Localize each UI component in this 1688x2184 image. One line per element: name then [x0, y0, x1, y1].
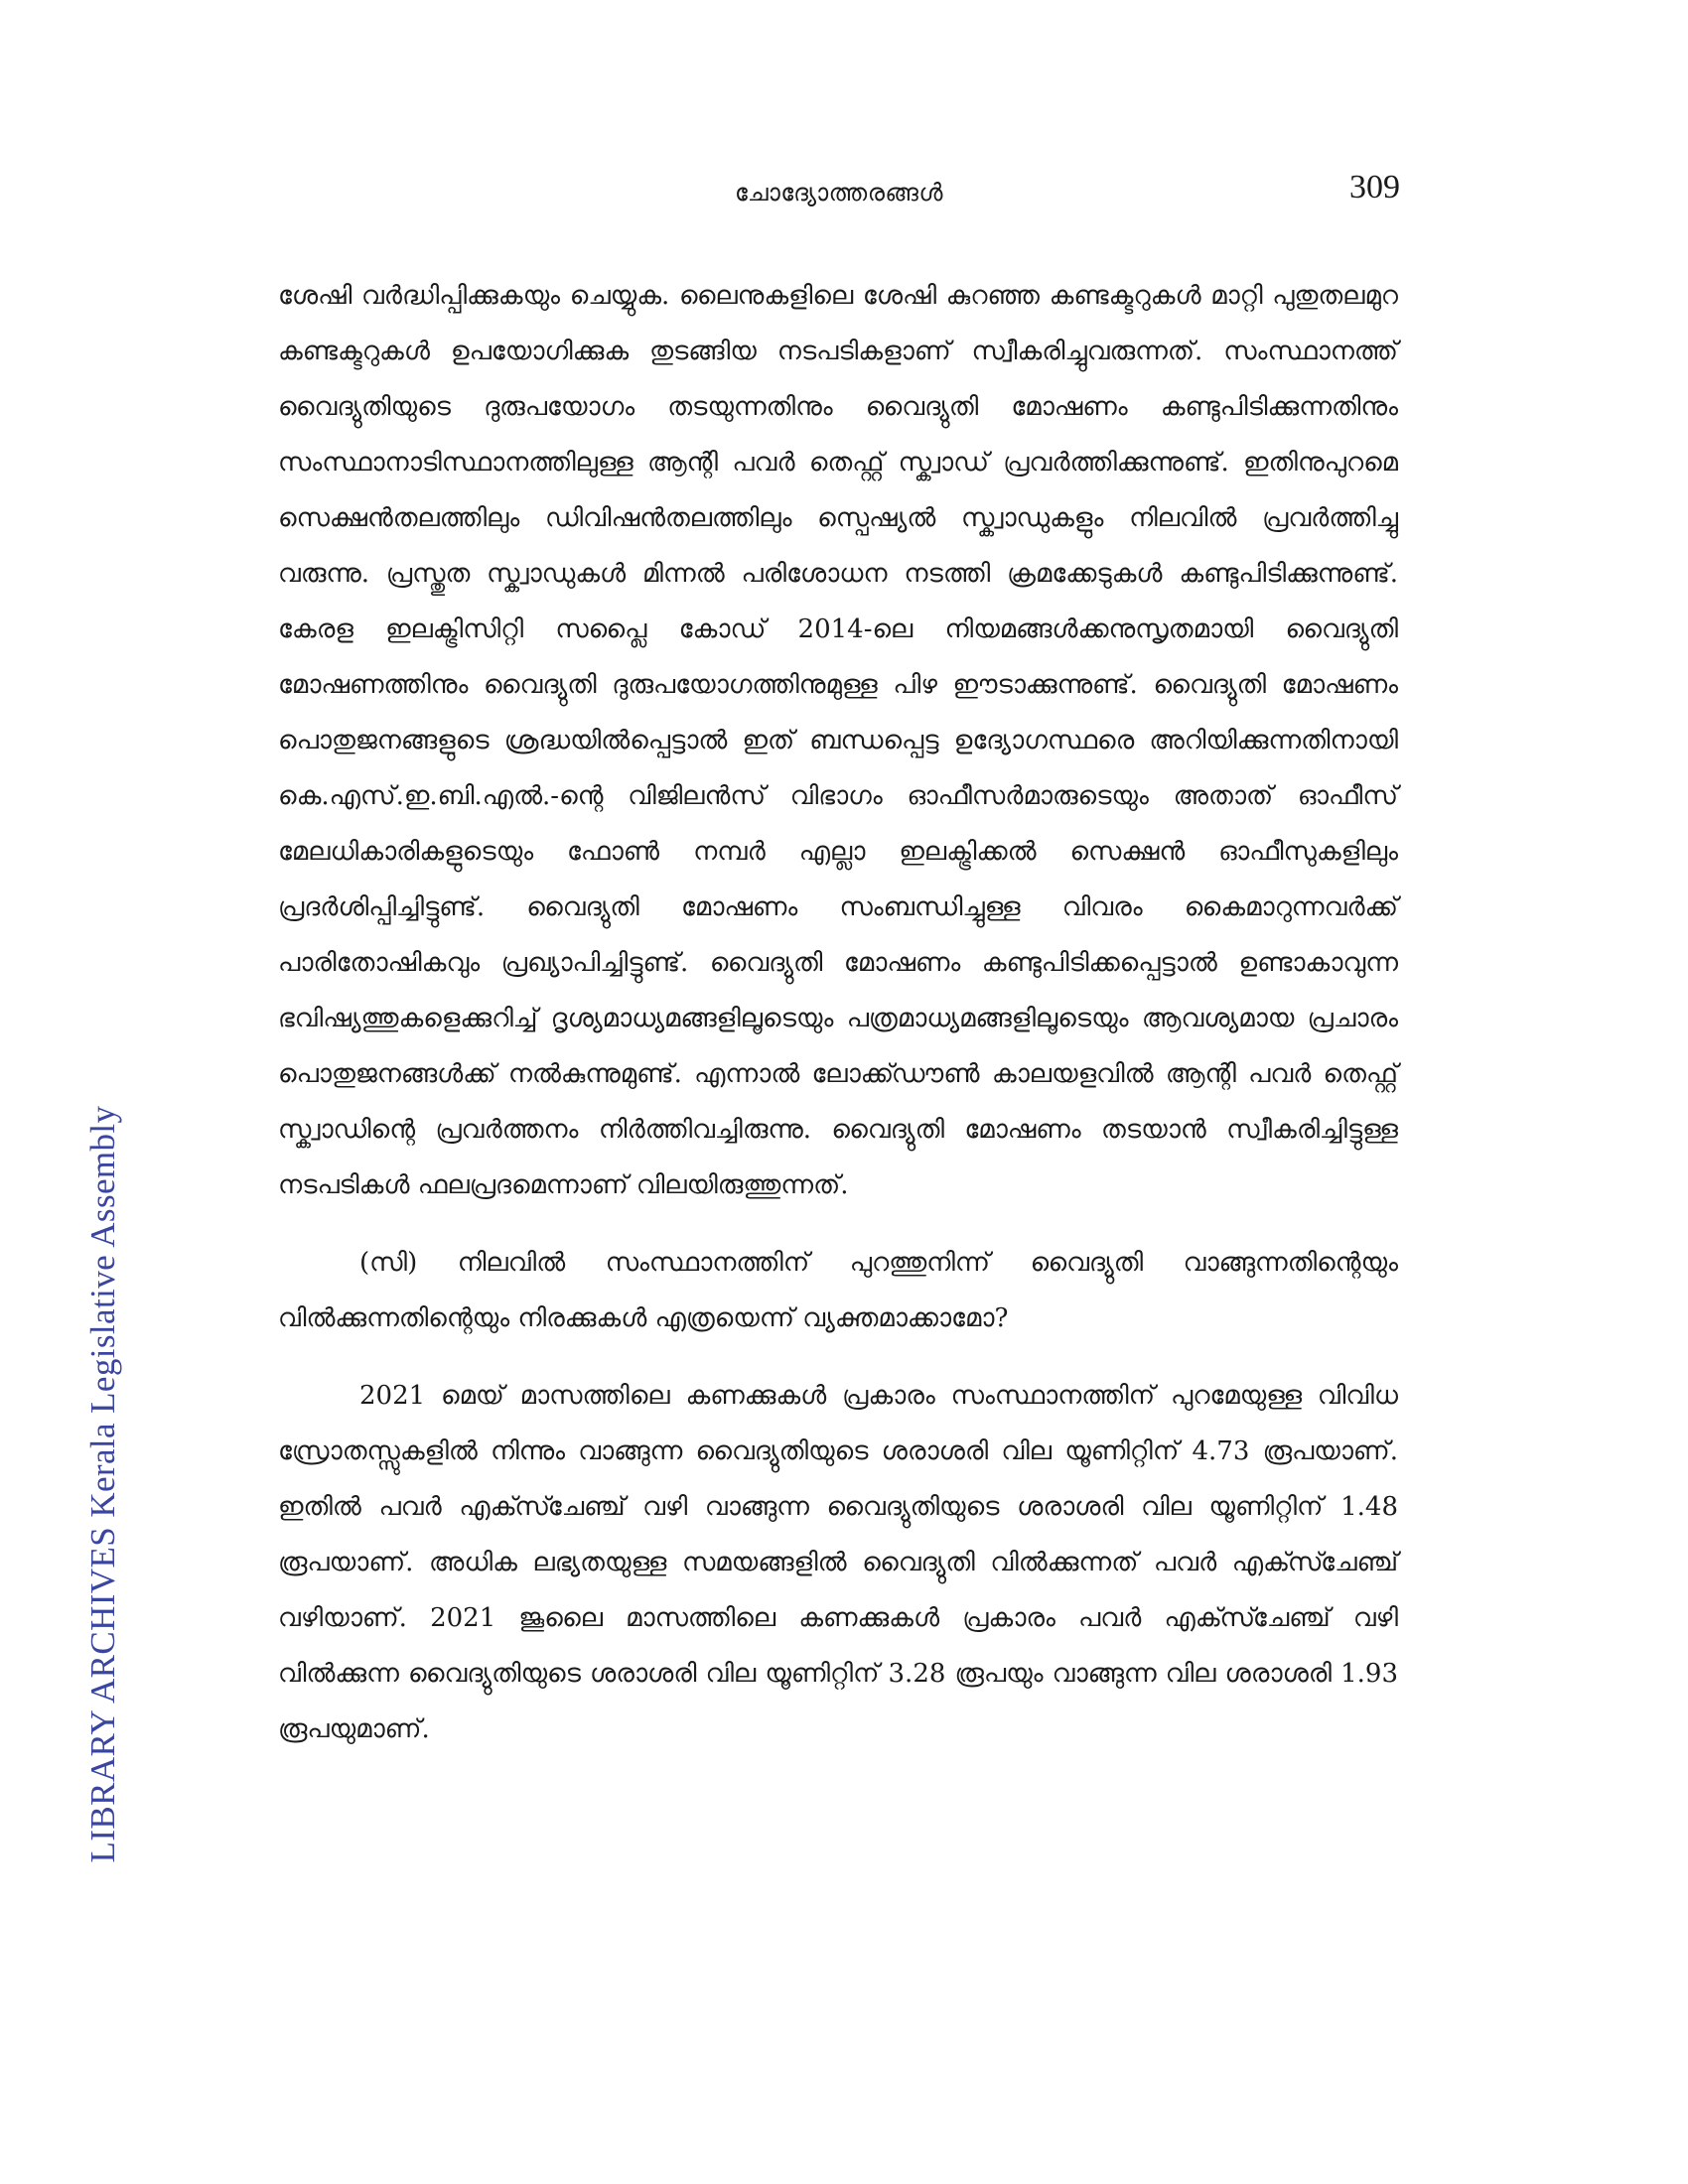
paragraph-question-c: (സി) നിലവിൽ സംസ്ഥാനത്തിന് പുറത്തുനിന്ന് വൈദ്യുതി വാങ്ങുന്നതിന്റെയും വിൽക്കുന്നതിന്റെയും നിരക്കുകൾ എത്രയെന്ന് വ്യക്തമാക്കാമോ?: [278, 1248, 1398, 1333]
paragraph-answer-c: 2021 മെയ് മാസത്തിലെ കണക്കുകൾ പ്രകാരം സംസ്ഥാനത്തിന് പുറമേയുള്ള വിവിധ സ്രോതസ്സുകളിൽ നിന്നും വാങ്ങുന്ന വൈദ്യുതിയുടെ ശരാശരി വില യൂണിറ്റിന് 4.73 രൂപയാണ്. ഇതിൽ പവർ എക്സ്ചേഞ്ച് വഴി വാങ്ങുന്ന വൈദ്യുതിയുടെ ശരാശരി വില യൂണിറ്റിന് 1.48 രൂപയാണ്. അധിക ലഭ്യതയുള്ള സമയങ്ങളിൽ വൈദ്യുതി വിൽക്കുന്നത് പവർ എക്സ്ചേഞ്ച് വഴിയാണ്. 2021 ജൂലൈ മാസത്തിലെ കണക്കുകൾ പ്രകാരം പവർ എക്സ്ചേഞ്ച് വഴി വിൽക്കുന്ന വൈദ്യുതിയുടെ ശരാശരി വില യൂണിറ്റിന് 3.28 രൂപയും വാങ്ങുന്ന വില ശരാശരി 1.93 രൂപയുമാണ്.: [278, 1381, 1398, 1744]
body-text: [278, 268, 1398, 1757]
running-title: ചോദ്യോത്തരങ്ങൾ: [735, 179, 943, 206]
running-header: [278, 171, 1400, 220]
paragraph-answer-continued: ശേഷി വർദ്ധിപ്പിക്കുകയും ചെയ്യുക. ലൈനുകളിലെ ശേഷി കുറഞ്ഞ കണ്ടക്ടറുകൾ മാറ്റി പുതുതലമുറ കണ്ടക്ടറുകൾ ഉപയോഗിക്കുക തുടങ്ങിയ നടപടികളാണ് സ്വീകരിച്ചുവരുന്നത്. സംസ്ഥാനത്ത് വൈദ്യുതിയുടെ ദുരുപയോഗം തടയുന്നതിനും വൈദ്യുതി മോഷണം കണ്ടുപിടിക്കുന്നതിനും സംസ്ഥാനാടിസ്ഥാനത്തിലുള്ള ആന്റി പവർ തെഫ്റ്റ് സ്ക്വാഡ് പ്രവർത്തിക്കുന്നുണ്ട്. ഇതിനുപുറമെ സെക്ഷൻതലത്തിലും ഡിവിഷൻതലത്തിലും സ്പെഷ്യൽ സ്ക്വാഡുകളും നിലവിൽ പ്രവർത്തിച്ചു വരുന്നു. പ്രസ്തുത സ്ക്വാഡുകൾ മിന്നൽ പരിശോധന നടത്തി ക്രമക്കേടുകൾ കണ്ടുപിടിക്കുന്നുണ്ട്. കേരള ഇലക്ട്രിസിറ്റി സപ്ലൈ കോഡ് 2014-ലെ നിയമങ്ങൾക്കനുസൃതമായി വൈദ്യുതി മോഷണത്തിനും വൈദ്യുതി ദുരുപയോഗത്തിനുമുള്ള പിഴ ഈടാക്കുന്നുണ്ട്. വൈദ്യുതി മോഷണം പൊതുജനങ്ങളുടെ ശ്രദ്ധയിൽപ്പെട്ടാൽ ഇത് ബന്ധപ്പെട്ട ഉദ്യോഗസ്ഥരെ അറിയിക്കുന്നതിനായി കെ.എസ്.ഇ.ബി.എൽ.-ന്റെ വിജിലൻസ് വിഭാഗം ഓഫീസർമാരുടെയും അതാത് ഓഫീസ് മേലധികാരികളുടെയും ഫോൺ നമ്പർ എല്ലാ ഇലക്ട്രിക്കൽ സെക്ഷൻ ഓഫീസുകളിലും പ്രദർശിപ്പിച്ചിട്ടുണ്ട്. വൈദ്യുതി മോഷണം സംബന്ധിച്ചുള്ള വിവരം കൈമാറുന്നവർക്ക് പാരിതോഷികവും പ്രഖ്യാപിച്ചിട്ടുണ്ട്. വൈദ്യുതി മോഷണം കണ്ടുപിടിക്കപ്പെട്ടാൽ ഉണ്ടാകാവുന്ന ഭവിഷ്യത്തുകളെക്കുറിച്ച് ദൃശ്യമാധ്യമങ്ങളിലൂടെയും പത്രമാധ്യമങ്ങളിലൂടെയും ആവശ്യമായ പ്രചാരം പൊതുജനങ്ങൾക്ക് നൽകുന്നുമുണ്ട്. എന്നാൽ ലോക്ക്ഡൗൺ കാലയളവിൽ ആന്റി പവർ തെഫ്റ്റ് സ്ക്വാഡിന്റെ പ്രവർത്തനം നിർത്തിവച്ചിരുന്നു. വൈദ്യുതി മോഷണം തടയാൻ സ്വീകരിച്ചിട്ടുള്ള നടപടികൾ ഫലപ്രദമെന്നാണ് വിലയിരുത്തുന്നത്.: [278, 281, 1398, 1200]
archive-watermark: LIBRARY ARCHIVES Kerala Legislative Assembly: [83, 1105, 122, 1863]
page-number: 309: [1349, 169, 1400, 205]
